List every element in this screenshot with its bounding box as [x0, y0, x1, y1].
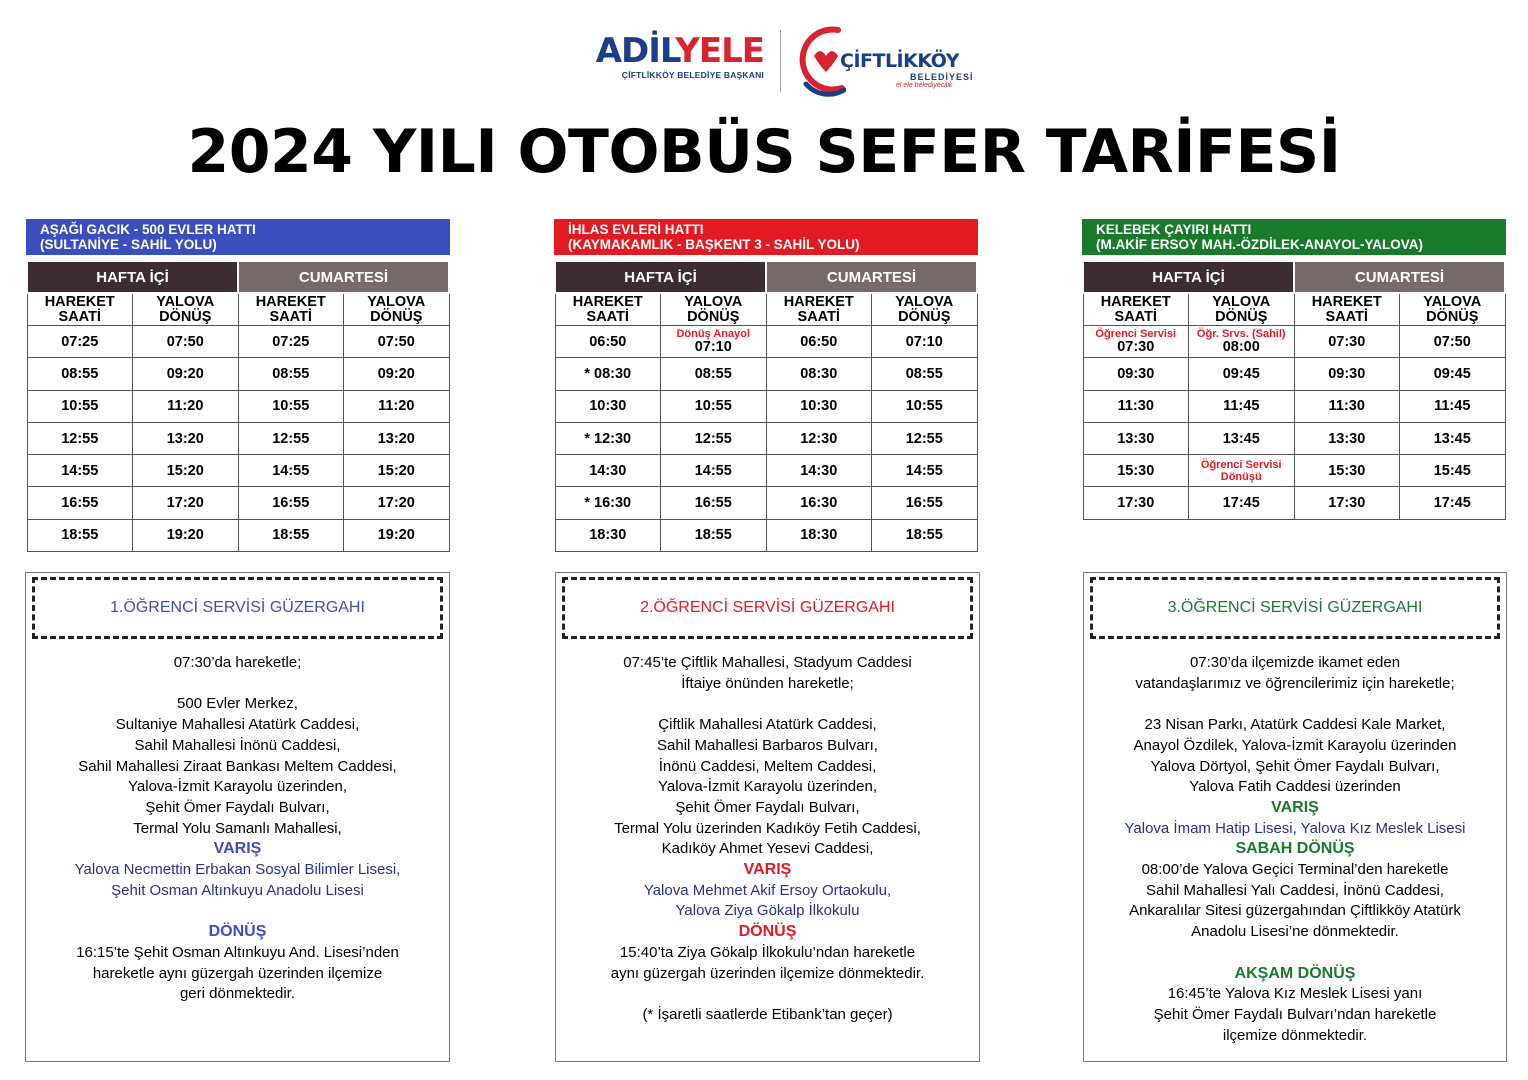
table-row: [555, 519, 977, 551]
student-service-2: [555, 572, 980, 1062]
time-cell: 12:55: [872, 422, 978, 454]
table-row: [555, 487, 977, 519]
schedule-table: [554, 260, 978, 552]
time-cell: 11:30: [1294, 390, 1400, 422]
service-line: 16:15’te Şehit Osman Altınkuyu And. Lisesi’nden: [76, 943, 399, 961]
student-service-3: [1083, 572, 1507, 1062]
service-line: aynı güzergah üzerinden ilçemize dönmektedir.: [610, 964, 925, 982]
service-line: Termal Yolu Samanlı Mahallesi,: [133, 819, 342, 837]
time-cell: 07:10: [872, 326, 978, 358]
service-line: Şehit Ömer Faydalı Bulvarı,: [675, 798, 860, 816]
service-line: 07:45’te Çiftlik Mahallesi, Stadyum Caddesi: [623, 654, 912, 671]
time-cell: 10:30: [766, 390, 872, 422]
time-cell: Öğrenci Servisi Dönüşü: [1189, 455, 1295, 487]
departure-column-header: HAREKET SAATİ: [27, 293, 133, 326]
route-ihlas-evleri: [554, 219, 978, 552]
mayor-logo: ADİLYELE ÇİFTLİKKÖY BELEDİYE BAŞKANI: [574, 34, 764, 80]
return-column-header: YALOVA DÖNÜŞ: [661, 293, 767, 326]
service-title: 2.ÖĞRENCİ SERVİSİ GÜZERGAHI: [562, 577, 973, 639]
time-cell: 10:55: [27, 390, 133, 422]
service-line: Yalova Ziya Gökalp İlkokulu: [675, 902, 860, 920]
time-cell: 15:30: [1083, 455, 1189, 487]
time-cell: 07:50: [344, 326, 450, 358]
departure-column-header: HAREKET SAATİ: [1294, 293, 1400, 326]
table-row: [1083, 358, 1505, 390]
return-column-header: YALOVA DÖNÜŞ: [344, 293, 450, 326]
table-row: [1083, 326, 1505, 358]
service-line: İftaiye önünden hareketle;: [681, 674, 854, 692]
time-cell: 11:45: [1189, 390, 1295, 422]
service-line: Sahil Mahallesi Ziraat Bankası Meltem Caddesi,: [78, 757, 397, 775]
time-cell: 17:45: [1189, 487, 1295, 519]
service-title: 3.ÖĞRENCİ SERVİSİ GÜZERGAHI: [1090, 577, 1500, 639]
time-cell: 12:55: [238, 422, 344, 454]
service-line: Şehit Osman Altınkuyu Anadolu Lisesi: [111, 881, 364, 899]
time-cell: 08:55: [27, 358, 133, 390]
service-line: 07:30’da ilçemizde ikamet eden: [1189, 654, 1401, 671]
time-cell: 16:30: [766, 487, 872, 519]
time-cell: 16:55: [238, 487, 344, 519]
time-cell: 08:30: [766, 358, 872, 390]
time-cell: 10:30: [555, 390, 661, 422]
schedule-table: [26, 260, 450, 552]
service-line: ilçemize dönmektedir.: [1222, 1026, 1368, 1044]
return-column-header: YALOVA DÖNÜŞ: [872, 293, 978, 326]
time-cell: 07:50: [1400, 326, 1506, 358]
time-cell: 15:30: [1294, 455, 1400, 487]
municipality-emblem-icon: [798, 22, 846, 98]
table-row: [27, 422, 449, 454]
table-row: [1083, 487, 1505, 519]
time-cell: 18:55: [872, 519, 978, 551]
time-cell: 13:45: [1400, 422, 1506, 454]
time-cell: 17:30: [1294, 487, 1400, 519]
time-cell: 12:55: [27, 422, 133, 454]
return-column-header: YALOVA DÖNÜŞ: [133, 293, 239, 326]
time-cell: 13:20: [344, 422, 450, 454]
service-route-description: [556, 653, 979, 1026]
time-cell: 10:55: [238, 390, 344, 422]
time-cell: 07:30: [1294, 326, 1400, 358]
service-line: Şehit Ömer Faydalı Bulvarı’ndan hareketle: [1153, 1005, 1437, 1023]
service-line: vatandaşlarımız ve öğrencilerimiz için hareketle;: [1135, 674, 1455, 692]
table-row: [555, 422, 977, 454]
service-line: Yalova-İzmit Karayolu üzerinden,: [128, 778, 347, 796]
table-row: [555, 358, 977, 390]
page-title: 2024 YILI OTOBÜS SEFER TARİFESİ: [187, 117, 1341, 187]
service-line: Yalova Mehmet Akif Ersoy Ortaokulu,: [643, 881, 892, 899]
service-line: 07:30’da hareketle;: [173, 654, 302, 671]
time-cell: 16:55: [27, 487, 133, 519]
saturday-header: CUMARTESİ: [238, 261, 449, 293]
time-cell: 18:55: [27, 519, 133, 551]
weekday-header: HAFTA İÇİ: [27, 261, 238, 293]
time-cell: 17:20: [344, 487, 450, 519]
service-line: Sahil Mahallesi Yalı Caddesi, İnönü Caddesi,: [1146, 881, 1444, 899]
service-line: Yalova-İzmit Karayolu üzerinden,: [658, 778, 877, 796]
departure-column-header: HAREKET SAATİ: [766, 293, 872, 326]
table-row: [27, 390, 449, 422]
time-cell: 14:30: [555, 455, 661, 487]
time-cell: 14:55: [238, 455, 344, 487]
service-line: VARIŞ: [213, 840, 262, 858]
service-line: Yalova İmam Hatip Lisesi, Yalova Kız Meslek Lisesi: [1124, 819, 1466, 837]
service-line: hareketle aynı güzergah üzerinden ilçemize: [92, 964, 383, 982]
service-line: AKŞAM DÖNÜŞ: [1234, 964, 1356, 982]
departure-column-header: HAREKET SAATİ: [238, 293, 344, 326]
service-line: geri dönmektedir.: [179, 985, 296, 1003]
service-line: Yalova Necmettin Erbakan Sosyal Bilimler Lisesi,: [74, 861, 401, 879]
time-cell: 09:45: [1400, 358, 1506, 390]
time-cell: 08:55: [872, 358, 978, 390]
time-cell: 17:30: [1083, 487, 1189, 519]
time-cell: 12:55: [661, 422, 767, 454]
time-cell: 14:55: [661, 455, 767, 487]
table-row: [27, 326, 449, 358]
time-cell: 11:30: [1083, 390, 1189, 422]
logo-divider: [780, 30, 781, 92]
service-line: 500 Evler Merkez,: [177, 695, 298, 713]
service-line: Şehit Ömer Faydalı Bulvarı,: [145, 798, 330, 816]
time-cell: 09:45: [1189, 358, 1295, 390]
time-cell: 16:55: [872, 487, 978, 519]
table-row: [27, 487, 449, 519]
service-line: Kadıköy Ahmet Yesevi Caddesi,: [661, 840, 874, 858]
time-cell: Öğrenci Servisi 07:30: [1083, 326, 1189, 358]
time-cell: * 08:30: [555, 358, 661, 390]
table-row: [1083, 455, 1505, 487]
mayor-logo-subtitle: ÇİFTLİKKÖY BELEDİYE BAŞKANI: [621, 70, 764, 80]
service-line: Sahil Mahallesi İnönü Caddesi,: [134, 736, 341, 754]
return-column-header: YALOVA DÖNÜŞ: [1400, 293, 1506, 326]
time-cell: 15:20: [344, 455, 450, 487]
departure-column-header: HAREKET SAATİ: [555, 293, 661, 326]
table-row: [555, 455, 977, 487]
service-route-description: [26, 653, 449, 1005]
time-cell: 10:55: [661, 390, 767, 422]
table-row: [27, 455, 449, 487]
route-aşağı-gacık: [26, 219, 450, 552]
time-cell: 09:30: [1083, 358, 1189, 390]
service-line: Termal Yolu üzerinden Kadıköy Fetih Caddesi,: [614, 819, 921, 837]
time-cell: Dönüş Anayol 07:10: [661, 326, 767, 358]
time-cell: 18:30: [555, 519, 661, 551]
service-line: VARIŞ: [743, 861, 792, 879]
service-title: 1.ÖĞRENCİ SERVİSİ GÜZERGAHI: [32, 577, 443, 639]
service-line: Yalova Fatih Caddesi üzerinden: [1189, 778, 1401, 796]
service-line: Ankaralılar Sitesi güzergahından Çiftlikköy Atatürk: [1129, 902, 1461, 920]
saturday-header: CUMARTESİ: [766, 261, 977, 293]
table-row: [1083, 390, 1505, 422]
service-line: Sahil Mahallesi Barbaros Bulvarı,: [657, 736, 878, 754]
route-title-banner: KELEBEK ÇAYIRI HATTI (M.AKİF ERSOY MAH.-ÖZDİLEK-ANAYOL-YALOVA): [1082, 219, 1506, 255]
time-cell: 10:55: [872, 390, 978, 422]
service-line: DÖNÜŞ: [738, 923, 797, 941]
service-line: Yalova Dörtyol, Şehit Ömer Faydalı Bulvarı,: [1150, 757, 1440, 775]
service-line: Sultaniye Mahallesi Atatürk Caddesi,: [115, 716, 360, 734]
service-line: DÖNÜŞ: [208, 923, 267, 941]
time-cell: 15:20: [133, 455, 239, 487]
route-title-banner: AŞAĞI GACIK - 500 EVLER HATTI (SULTANİYE - SAHİL YOLU): [26, 219, 450, 255]
time-cell: 14:30: [766, 455, 872, 487]
service-line: İnönü Caddesi, Meltem Caddesi,: [658, 757, 877, 775]
service-line: 15:40’ta Ziya Gökalp İlkokulu’ndan hareketle: [619, 943, 916, 961]
return-column-header: YALOVA DÖNÜŞ: [1189, 293, 1295, 326]
time-cell: 11:20: [344, 390, 450, 422]
table-row: [1083, 422, 1505, 454]
schedule-table: [1082, 260, 1506, 520]
time-cell: 11:45: [1400, 390, 1506, 422]
time-cell: 13:20: [133, 422, 239, 454]
time-cell: * 16:30: [555, 487, 661, 519]
service-line: 23 Nisan Parkı, Atatürk Caddesi Kale Market,: [1144, 716, 1446, 734]
table-row: [555, 390, 977, 422]
weekday-header: HAFTA İÇİ: [555, 261, 766, 293]
logo-bar: [0, 22, 1528, 98]
time-cell: 15:45: [1400, 455, 1506, 487]
time-cell: 14:55: [27, 455, 133, 487]
time-cell: 18:55: [661, 519, 767, 551]
time-cell: 12:30: [766, 422, 872, 454]
time-cell: 19:20: [133, 519, 239, 551]
service-line: 16:45’te Yalova Kız Meslek Lisesi yanı: [1167, 985, 1423, 1003]
time-cell: 08:55: [661, 358, 767, 390]
time-cell: 13:30: [1083, 422, 1189, 454]
student-service-1: [25, 572, 450, 1062]
departure-column-header: HAREKET SAATİ: [1083, 293, 1189, 326]
table-row: [27, 519, 449, 551]
time-cell: 16:55: [661, 487, 767, 519]
table-row: [555, 326, 977, 358]
time-cell: 11:20: [133, 390, 239, 422]
municipality-logo: ÇİFTLİKKÖY BELEDİYESİ el ele belediyecilik: [798, 22, 978, 98]
service-line: VARIŞ: [1271, 798, 1319, 816]
time-cell: 13:30: [1294, 422, 1400, 454]
table-row: [27, 358, 449, 390]
service-line: Çiftlik Mahallesi Atatürk Caddesi,: [658, 716, 877, 734]
time-cell: 17:45: [1400, 487, 1506, 519]
time-cell: Öğr. Srvs. (Sahil) 08:00: [1189, 326, 1295, 358]
service-line: (* İşaretli saatlerde Etibank’tan geçer): [642, 1005, 893, 1023]
time-cell: 19:20: [344, 519, 450, 551]
time-cell: 17:20: [133, 487, 239, 519]
service-line: Anayol Özdilek, Yalova-İzmit Karayolu üzerinden: [1133, 736, 1457, 754]
time-cell: 09:20: [133, 358, 239, 390]
service-route-description: [1084, 653, 1506, 1046]
time-cell: 09:30: [1294, 358, 1400, 390]
time-cell: 13:45: [1189, 422, 1295, 454]
time-cell: 07:25: [27, 326, 133, 358]
time-cell: 18:30: [766, 519, 872, 551]
time-cell: 06:50: [766, 326, 872, 358]
time-cell: 06:50: [555, 326, 661, 358]
time-cell: 07:25: [238, 326, 344, 358]
time-cell: 09:20: [344, 358, 450, 390]
time-cell: 08:55: [238, 358, 344, 390]
service-line: 08:00’de Yalova Geçici Terminal’den hareketle: [1141, 861, 1449, 879]
time-cell: 18:55: [238, 519, 344, 551]
weekday-header: HAFTA İÇİ: [1083, 261, 1294, 293]
saturday-header: CUMARTESİ: [1294, 261, 1505, 293]
service-line: SABAH DÖNÜŞ: [1235, 840, 1355, 858]
service-line: Anadolu Lisesi’ne dönmektedir.: [1191, 923, 1399, 941]
time-cell: 07:50: [133, 326, 239, 358]
route-kelebek-cayiri: [1082, 219, 1506, 520]
time-cell: * 12:30: [555, 422, 661, 454]
route-title-banner: İHLAS EVLERİ HATTI (KAYMAKAMLIK - BAŞKENT 3 - SAHİL YOLU): [554, 219, 978, 255]
time-cell: 14:55: [872, 455, 978, 487]
